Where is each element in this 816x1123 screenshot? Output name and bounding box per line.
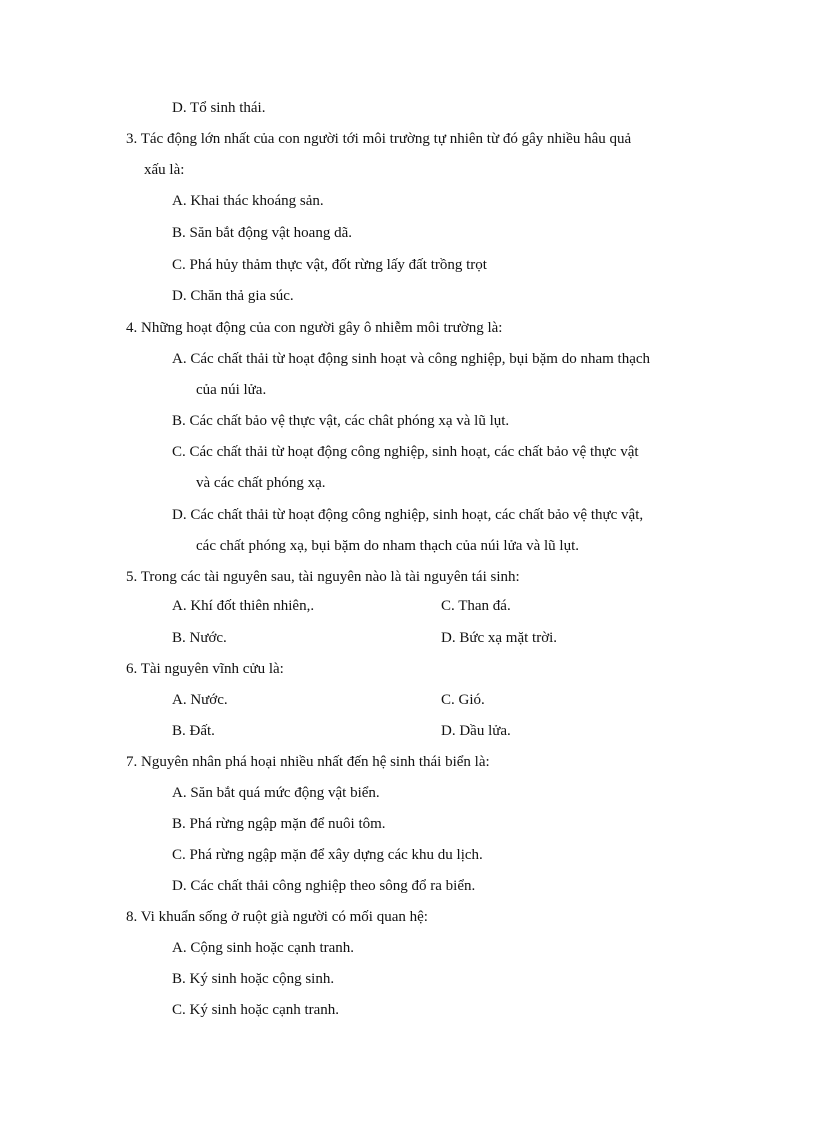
q3-stem: 3. Tác động lớn nhất của con người tới môi trường tự nhiên từ đó gây nhiều hâu quả — [126, 131, 632, 147]
q4-option-a-continued: của núi lửa. — [196, 382, 267, 398]
q3-option-d: D. Chăn thả gia súc. — [172, 288, 294, 304]
q5-option-d: D. Bức xạ mặt trời. — [441, 630, 558, 646]
q8-option-b: B. Ký sinh hoặc cộng sinh. — [172, 971, 335, 987]
q3-option-b: B. Săn bắt động vật hoang dã. — [172, 225, 352, 241]
q5-option-c: C. Than đá. — [441, 598, 511, 614]
q3-option-a: A. Khai thác khoáng sản. — [172, 193, 324, 209]
q7-option-b: B. Phá rừng ngập mặn để nuôi tôm. — [172, 816, 386, 832]
q7-stem: 7. Nguyên nhân phá hoại nhiều nhất đến hệ sinh thái biển là: — [126, 754, 490, 770]
q7-option-c: C. Phá rừng ngập mặn để xây dựng các khu du lịch. — [172, 847, 483, 863]
q8-stem: 8. Vi khuẩn sống ở ruột già người có mối quan hệ: — [126, 909, 428, 925]
q4-option-d: D. Các chất thải từ hoạt động công nghiệp, sinh hoạt, các chất bảo vệ thực vật, — [172, 507, 644, 523]
q6-option-d: D. Dầu lửa. — [441, 723, 511, 739]
q4-option-c: C. Các chất thải từ hoạt động công nghiệp, sinh hoạt, các chất bảo vệ thực vật — [172, 444, 639, 460]
q8-option-c: C. Ký sinh hoặc cạnh tranh. — [172, 1002, 340, 1018]
q7-option-a: A. Săn bắt quá mức động vật biển. — [172, 785, 380, 801]
q4-option-a: A. Các chất thải từ hoạt động sinh hoạt và công nghiệp, bụi bặm do nham thạch — [172, 351, 651, 367]
q2-option-d: D. Tổ sinh thái. — [172, 100, 266, 116]
q5-option-b: B. Nước. — [172, 630, 227, 646]
q6-option-c: C. Gió. — [441, 692, 485, 708]
q5-option-a: A. Khí đốt thiên nhiên,. — [172, 598, 315, 614]
q8-option-a: A. Cộng sinh hoặc cạnh tranh. — [172, 940, 355, 956]
q3-option-c: C. Phá hủy thảm thực vật, đốt rừng lấy đất trồng trọt — [172, 257, 487, 273]
q6-option-b: B. Đất. — [172, 723, 215, 739]
q4-option-c-continued: và các chất phóng xạ. — [196, 475, 326, 491]
q5-stem: 5. Trong các tài nguyên sau, tài nguyên nào là tài nguyên tái sinh: — [126, 569, 520, 585]
q7-option-d: D. Các chất thải công nghiệp theo sông đổ ra biển. — [172, 878, 476, 894]
q3-stem-continued: xấu là: — [144, 162, 185, 178]
q6-stem: 6. Tài nguyên vĩnh cửu là: — [126, 661, 284, 677]
q4-option-d-continued: các chất phóng xạ, bụi bặm do nham thạch của núi lửa và lũ lụt. — [196, 538, 580, 554]
q4-stem: 4. Những hoạt động của con người gây ô nhiễm môi trường là: — [126, 320, 503, 336]
q4-option-b: B. Các chất bảo vệ thực vật, các chât phóng xạ và lũ lụt. — [172, 413, 510, 429]
q6-option-a: A. Nước. — [172, 692, 228, 708]
